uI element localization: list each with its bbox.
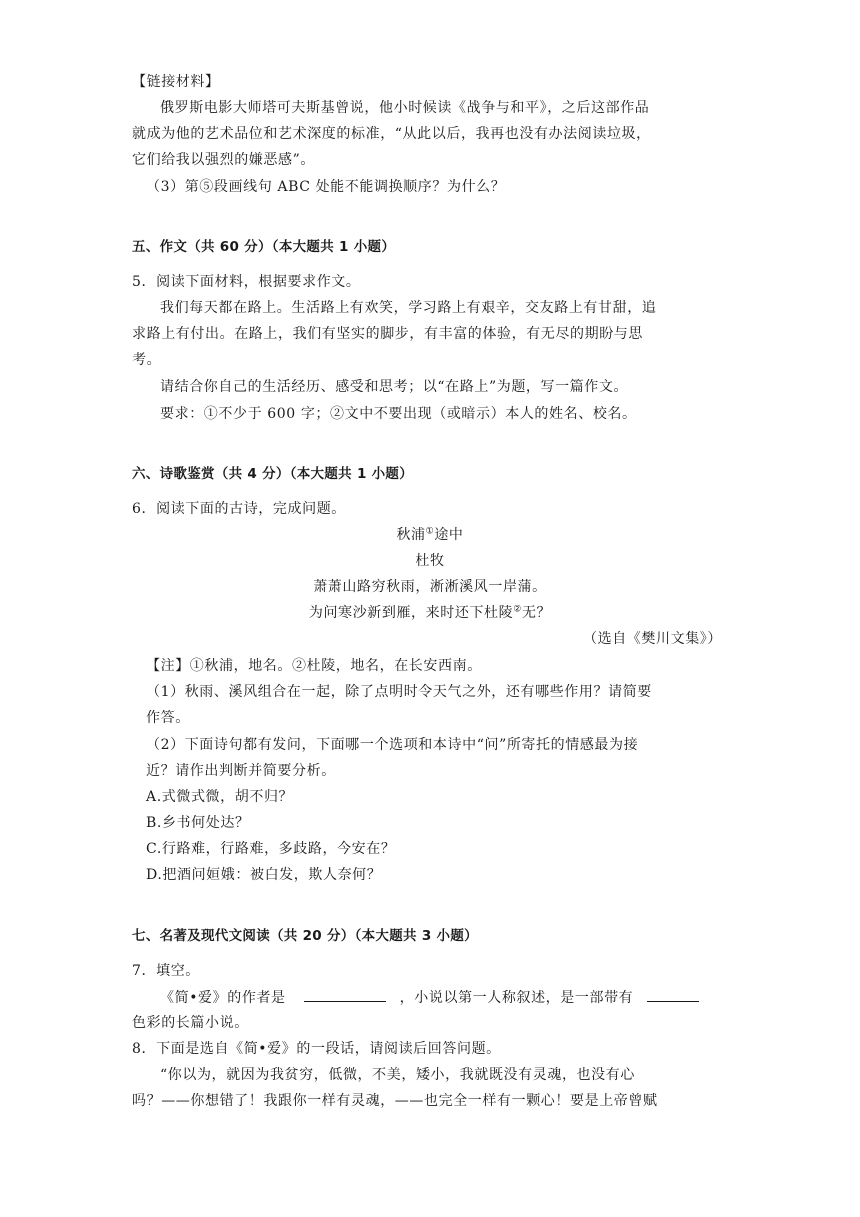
question-7: 7．填空。 [132,963,200,979]
section-heading-composition: 五、作文（共 60 分）（本大题共 1 小题） [132,239,396,255]
material-line: 求路上有付出。在路上，我们有坚实的脚步，有丰富的体验，有无尽的期盼与思 [132,326,643,342]
section-heading-poetry: 六、诗歌鉴赏（共 4 分）（本大题共 1 小题） [132,466,414,482]
excerpt-line: “你以为，就因为我贫穷，低微，不美，矮小，我就既没有灵魂，也没有心 [160,1067,635,1083]
link-material-line: 就成为他的艺术品位和艺术深度的标准，“从此以后，我再也没有办法阅读垃圾， [132,126,651,142]
material-line: 请结合你自己的生活经历、感受和思考；以“在路上”为题，写一篇作文。 [160,379,629,395]
fill-blank-line-cont: 色彩的长篇小说。 [132,1015,249,1031]
author-blank[interactable] [304,987,386,1002]
material-line: 我们每天都在路上。生活路上有欢笑，学习路上有艰辛，交友路上有甘甜，追 [160,300,657,316]
poem-author: 杜牧 [415,553,445,569]
link-material-title: 【链接材料】 [132,74,220,90]
option-b: B.乡书何处达？ [146,815,250,831]
poem-note: 【注】①秋浦，地名。②杜陵，地名，在长安西南。 [146,658,482,674]
question-8: 8．下面是选自《简•爱》的一段话，请阅读后回答问题。 [132,1041,501,1057]
link-material-line: 俄罗斯电影大师塔可夫斯基曾说，他小时候读《战争与和平》，之后这部作品 [160,100,650,116]
poem-line: 萧萧山路穷秋雨，淅淅溪风一岸蒲。 [313,579,547,595]
style-blank[interactable] [647,987,699,1002]
excerpt-line: 吗？——你想错了！我跟你一样有灵魂，——也完全一样有一颗心！要是上帝曾赋 [132,1093,658,1109]
poem-title: 秋浦①途中 [396,526,464,543]
question-6: 6．阅读下面的古诗，完成问题。 [132,501,346,517]
option-c: C.行路难，行路难，多歧路，今安在？ [146,841,396,857]
option-a: A.式微式微，胡不归？ [146,789,294,805]
fill-blank-line: 《简•爱》的作者是 ，小说以第一人称叙述，是一部带有 [160,987,699,1008]
material-line: 考。 [132,352,162,368]
option-d: D.把酒问姮娥：被白发，欺人奈何？ [146,867,382,883]
question-6-2: （2）下面诗句都有发问，下面哪一个选项和本诗中“问”所寄托的情感最为接 [146,737,639,753]
poem-line: 为问寒沙新到雁，来时还下杜陵②无？ [308,604,552,621]
question-6-1-cont: 作答。 [146,710,190,726]
question-5: 5．阅读下面材料，根据要求作文。 [132,274,361,290]
poem-source: （选自《樊川文集》） [583,631,722,647]
question-6-1: （1）秋雨、溪风组合在一起，除了点明时令天气之外，还有哪些作用？请简要 [146,684,652,700]
section-heading-reading: 七、名著及现代文阅读（共 20 分）（本大题共 3 小题） [132,928,478,944]
question-3: （3）第⑤段画线句 ABC 处能不能调换顺序？为什么？ [146,179,506,195]
requirement-line: 要求：①不少于 600 字；②文中不要出现（或暗示）本人的姓名、校名。 [160,406,637,422]
link-material-line: 它们给我以强烈的嫌恶感”。 [132,152,315,168]
question-6-2-cont: 近？请作出判断并简要分析。 [146,763,336,779]
